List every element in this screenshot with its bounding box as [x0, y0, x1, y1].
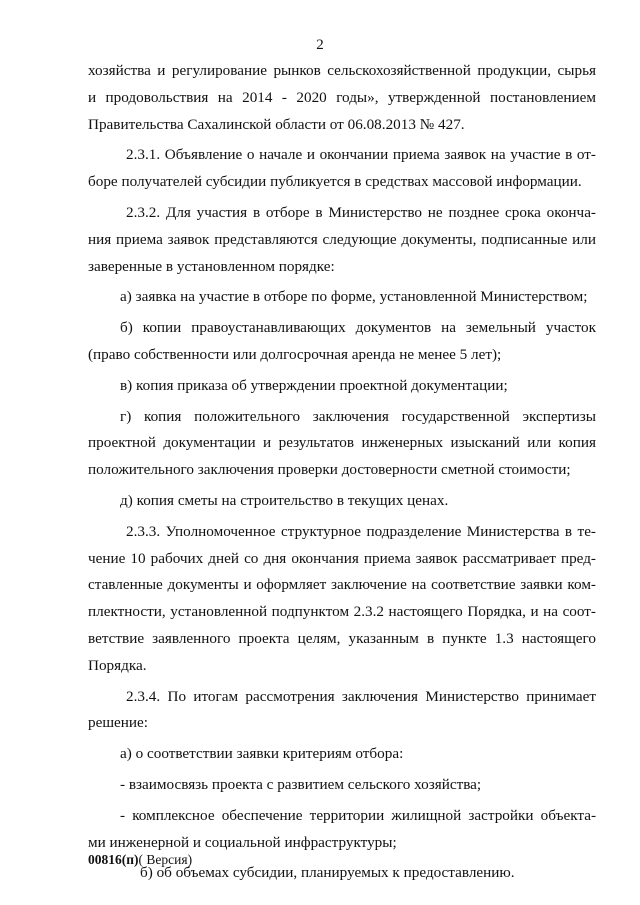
text-line: (право собственности или долгосрочная аренда не менее 5 лет);: [88, 345, 502, 363]
text-line: б) об объемах субсидии, планируемых к предоставлению.: [140, 864, 515, 882]
text-line: плектности, установленной подпунктом 2.3.2 настоящего Порядка, и на соот-: [88, 603, 596, 621]
text-line: 2.3.4. По итогам рассмотрения заключения Министерство принимает: [126, 687, 596, 705]
text-line: Правительства Сахалинской области от 06.08.2013 № 427.: [88, 115, 465, 133]
text-line: в) копия приказа об утверждении проектной документации;: [120, 376, 508, 394]
text-line: д) копия сметы на строительство в текущих ценах.: [120, 491, 449, 509]
text-line: - взаимосвязь проекта с развитием сельского хозяйства;: [120, 775, 482, 793]
text-line: боре получателей субсидии публикуется в средствах массовой информации.: [88, 173, 582, 191]
document-body: [88, 58, 596, 887]
text-line: ми инженерной и социальной инфраструктуры;: [88, 833, 397, 851]
document-version: ( Версия): [138, 852, 193, 867]
text-line: хозяйства и регулирование рынков сельскохозяйственной продукции, сырья: [88, 62, 596, 79]
text-line: Порядка.: [88, 656, 147, 674]
text-line: 2.3.3. Уполномоченное структурное подразделение Министерства в те-: [126, 522, 596, 540]
text-line: решение:: [88, 714, 148, 732]
text-line: г) копия положительного заключения государственной экспертизы: [120, 407, 596, 425]
text-line: проектной документации и результатов инженерных изысканий или копия: [88, 434, 596, 452]
document-footer: [88, 852, 192, 868]
text-line: и продовольствия на 2014 - 2020 годы», утвержденной постановлением: [88, 88, 596, 106]
text-line: ставленные документы и оформляет заключение на соответствие заявки ком-: [88, 576, 596, 594]
text-line: - комплексное обеспечение территории жилищной застройки объекта-: [120, 806, 596, 824]
page-number: 2: [316, 37, 324, 53]
text-line: 2.3.1. Объявление о начале и окончании приема заявок на участие в от-: [126, 146, 596, 164]
text-line: ния приема заявок представляются следующие документы, подписанные или: [88, 230, 596, 248]
document-code: 00816(п): [88, 852, 139, 867]
text-line: ветствие заявленного проекта целям, указанным в пункте 1.3 настоящего: [88, 629, 596, 647]
text-line: положительного заключения проверки достоверности сметной стоимости;: [88, 461, 571, 479]
text-line: б) копии правоустанавливающих документов на земельный участок: [120, 319, 596, 337]
text-line: 2.3.2. Для участия в отборе в Министерство не позднее срока оконча-: [126, 203, 596, 221]
text-line: чение 10 рабочих дней со дня окончания приема заявок рассматривает пред-: [88, 549, 596, 567]
text-line: а) заявка на участие в отборе по форме, установленной Министерством;: [120, 288, 588, 306]
text-line: а) о соответствии заявки критериям отбора:: [120, 745, 404, 763]
text-line: заверенные в установленном порядке:: [88, 257, 335, 275]
